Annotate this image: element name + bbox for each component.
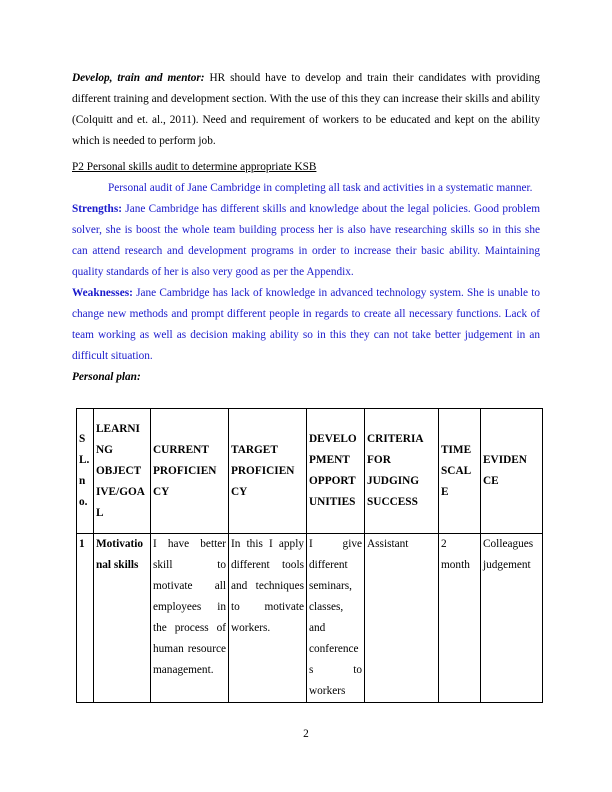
objective-cell: Motivational skills bbox=[94, 534, 151, 703]
strengths-label: Strengths: bbox=[72, 203, 123, 215]
audit-intro: Personal audit of Jane Cambridge in completing all task and activities in a systematic manner. bbox=[108, 182, 533, 194]
personal-plan-label: Personal plan: bbox=[72, 371, 141, 383]
paragraph-lead: Develop, train and mentor: bbox=[72, 72, 205, 84]
paragraph-text: HR should have to develop and train their candidates with providing different training and development section. With the use of this they can increase their skills and ability (Colquitt and et. al., 2011). Need and requirement of workers to be educated and kept on the ability which is needed to perform job. bbox=[72, 72, 540, 147]
page-number: 2 bbox=[303, 728, 309, 740]
header-cell: LEARNI NG OBJECT IVE/GOA L bbox=[94, 409, 151, 534]
weaknesses-label: Weaknesses: bbox=[72, 287, 133, 299]
current-proficiency-cell: I have better skill to motivate all employees in the process of human resource management. bbox=[151, 534, 229, 703]
strengths-text: Jane Cambridge has different skills and knowledge about the legal policies. Good problem solver, she is boost the whole team building process her is also have researching skills so in this she can attend research and development programs in order to increase their basic ability. Maintaining quality standards of her is also very good as per the Appendix. bbox=[72, 203, 540, 278]
time-scale-cell: 2 month bbox=[439, 534, 481, 703]
target-proficiency-cell: In this I apply different tools and techniques to motivate workers. bbox=[229, 534, 307, 703]
develop-train-paragraph bbox=[72, 68, 540, 152]
strengths-paragraph bbox=[72, 199, 540, 283]
weaknesses-text: Jane Cambridge has lack of knowledge in advanced technology system. She is unable to change new methods and prompt different people in regards to create all necessary functions. Lack of team working as well as decision making ability so in this they can not take better judgement in an difficult situation. bbox=[72, 287, 540, 362]
row-number: 1 bbox=[77, 534, 94, 703]
header-cell: CRITERIA FOR JUDGING SUCCESS bbox=[365, 409, 439, 534]
criteria-cell: Assistant bbox=[365, 534, 439, 703]
header-cell: CURRENT PROFICIEN CY bbox=[151, 409, 229, 534]
evidence-cell: Colleagues judgement bbox=[481, 534, 543, 703]
header-cell: EVIDEN CE bbox=[481, 409, 543, 534]
header-cell: DEVELO PMENT OPPORT UNITIES bbox=[307, 409, 365, 534]
header-cell: S L. n o. bbox=[77, 409, 94, 534]
table-row bbox=[77, 534, 543, 703]
development-cell: I give different seminars, classes, and conferences to workers bbox=[307, 534, 365, 703]
personal-plan-table bbox=[76, 408, 543, 703]
header-cell: TARGET PROFICIEN CY bbox=[229, 409, 307, 534]
page-body bbox=[72, 68, 540, 388]
section-heading: P2 Personal skills audit to determine appropriate KSB bbox=[72, 161, 317, 173]
header-cell: TIME SCAL E bbox=[439, 409, 481, 534]
weaknesses-paragraph bbox=[72, 283, 540, 367]
table-header-row bbox=[77, 409, 543, 534]
